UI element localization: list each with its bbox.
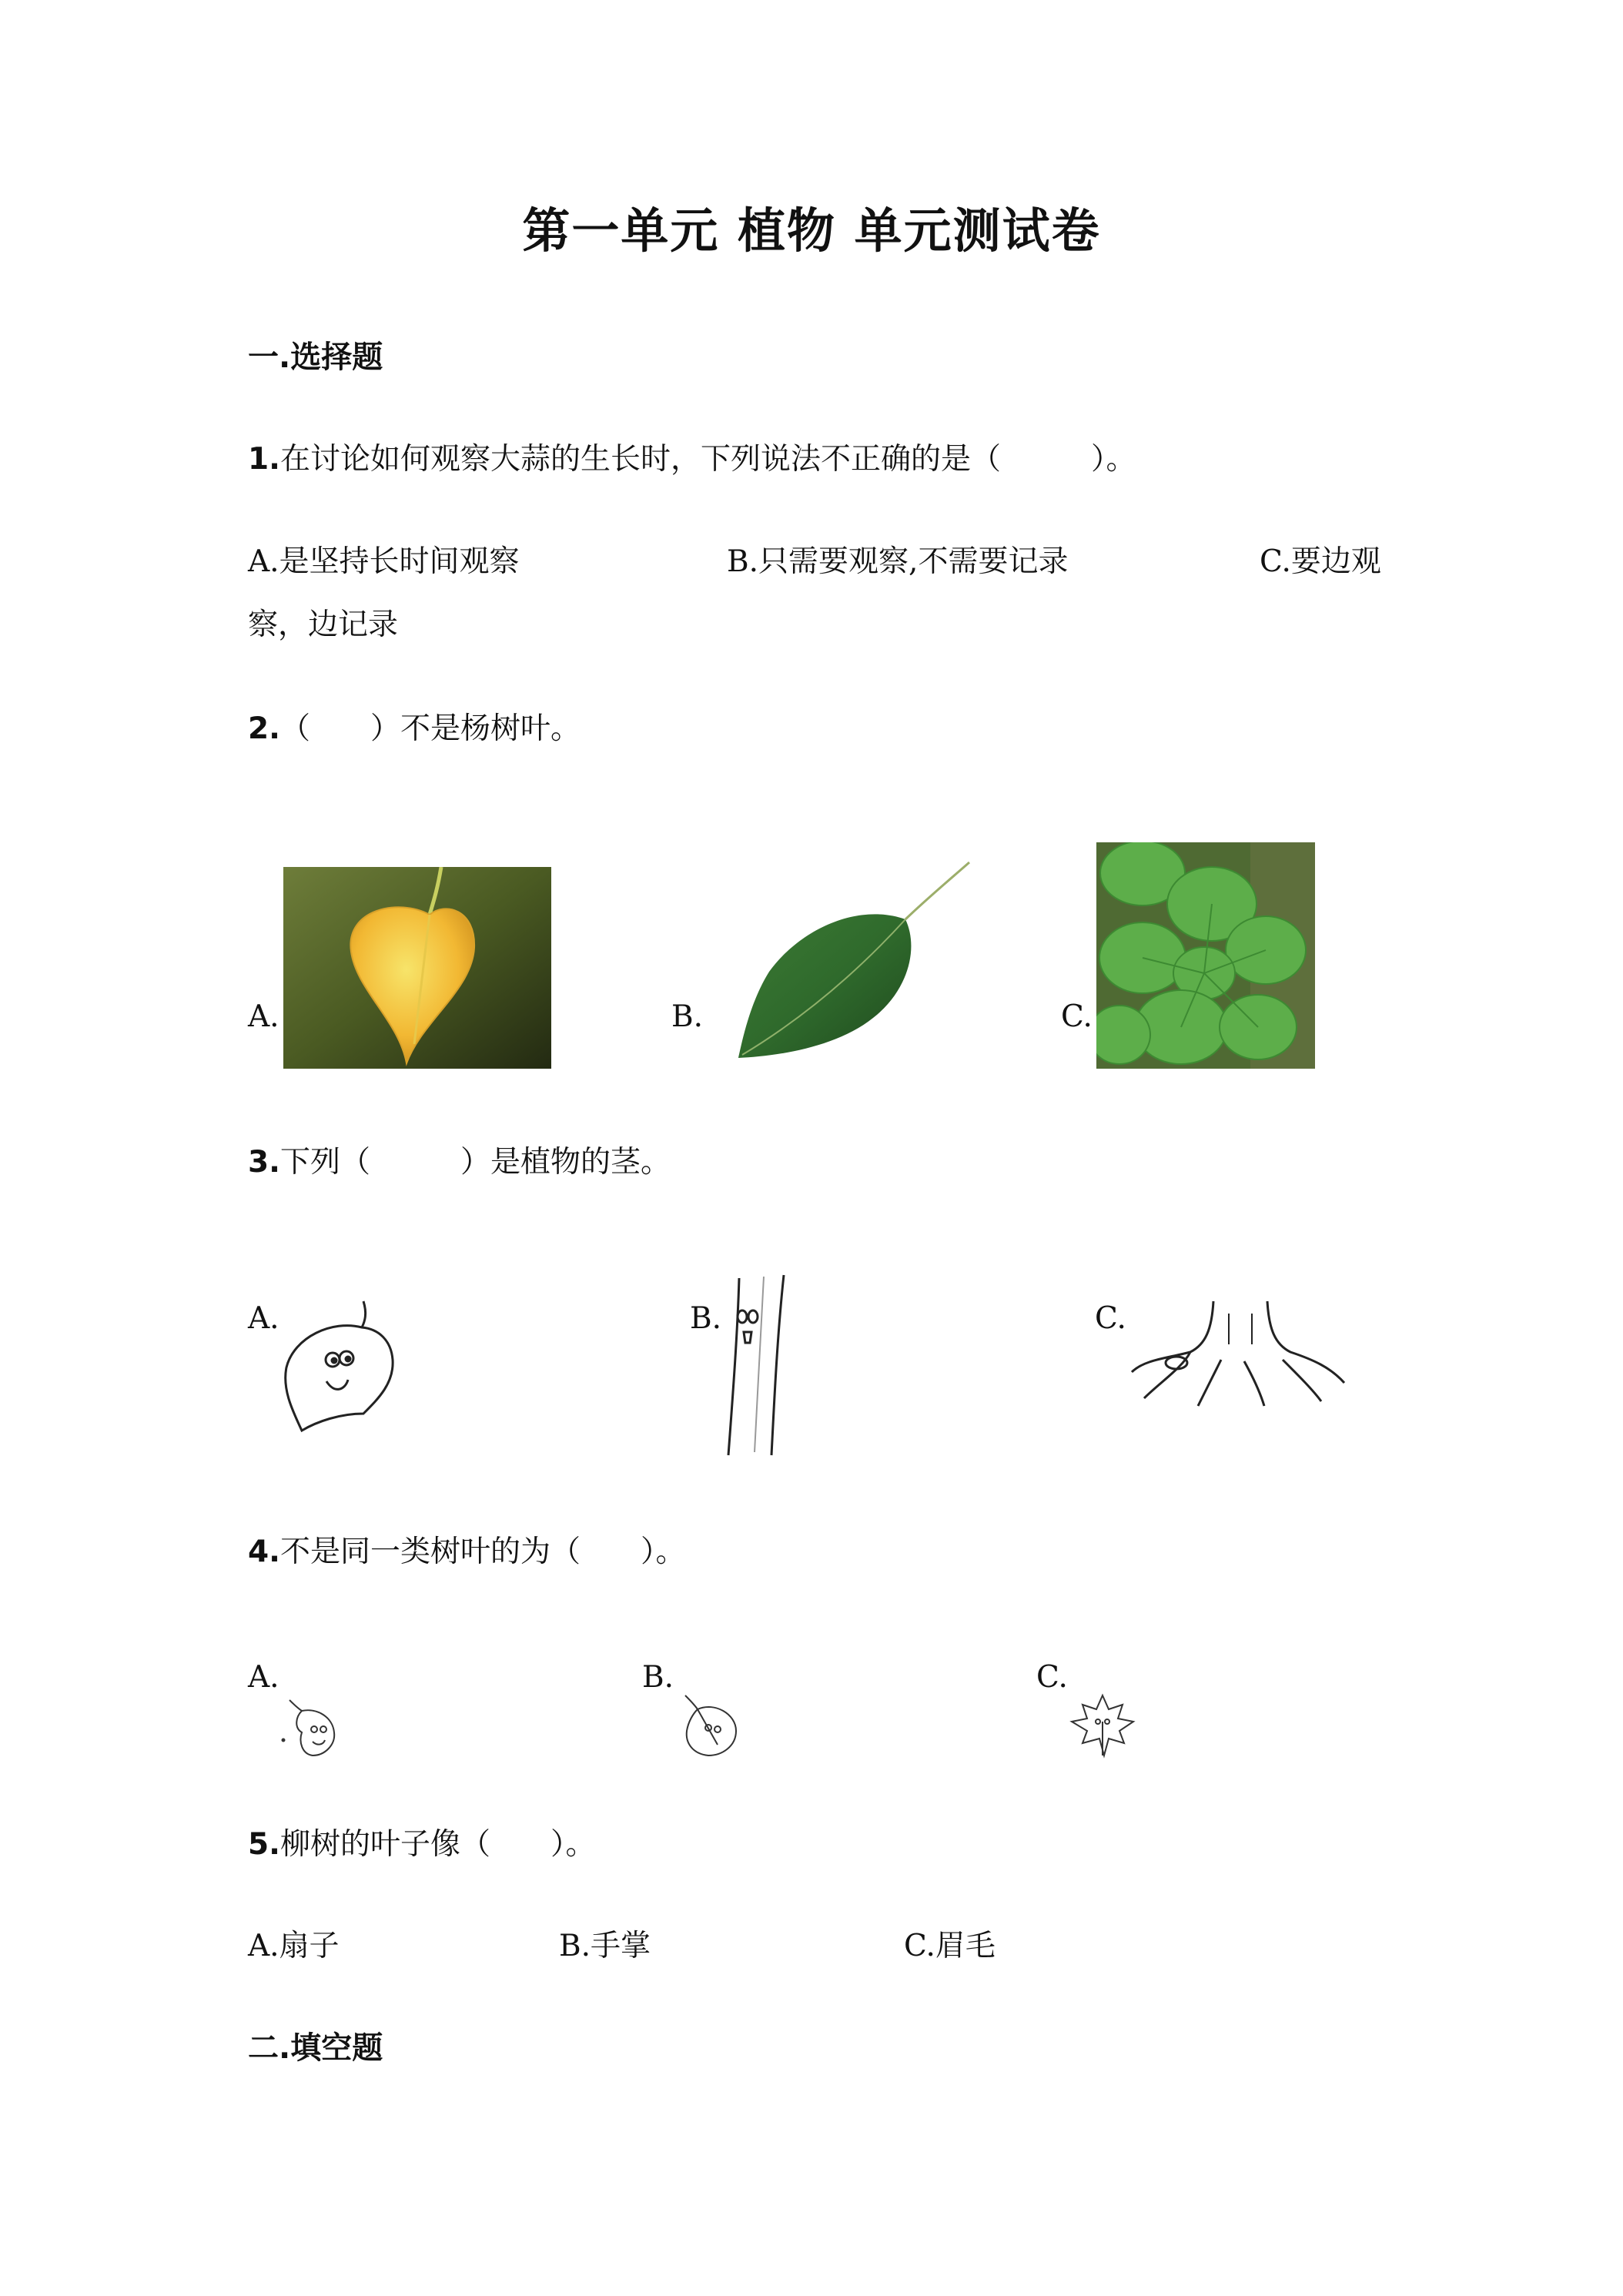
q3-option-b: B. [690,1301,722,1336]
q2-option-b: B. [671,999,704,1034]
tree-roots-drawing [1129,1298,1349,1411]
question-4 [248,1528,685,1571]
page-title: 第一单元 植物 单元测试卷 [522,202,1101,259]
question-text: 在讨论如何观察大蒜的生长时，下列说法不正确的是（ ）。 [279,442,1136,477]
q1-option-c: C.要边观 [1260,544,1381,579]
question-1 [248,435,1136,478]
yellow-poplar-leaf-photo [283,867,551,1069]
q2-option-c: C. [1061,999,1093,1034]
question-number: 5. [248,1827,280,1862]
section-heading-fill-blank: 二.填空题 [248,2030,383,2066]
question-number: 4. [248,1535,280,1569]
question-number: 3. [248,1145,280,1180]
question-number: 1. [248,442,280,477]
question-text: 柳树的叶子像（ ）。 [279,1827,596,1862]
small-leaf-drawing [279,1694,345,1760]
q1-option-a: A.是坚持长时间观察 [248,544,520,579]
q1-option-b: B.只需要观察,不需要记录 [727,544,1069,579]
q4-option-c: C. [1036,1660,1068,1695]
q5-option-a: A.扇子 [248,1929,340,1963]
q1-option-c-continued: 察，边记录 [248,607,399,642]
q3-option-c: C. [1095,1301,1126,1336]
q2-option-a: A. [248,999,279,1034]
question-text: 下列（ ）是植物的茎。 [279,1145,671,1180]
small-maple-leaf-drawing [1066,1691,1139,1760]
small-round-leaf-drawing [674,1691,744,1760]
green-leaf-cluster-photo [1096,842,1315,1069]
question-number: 2. [248,711,280,746]
question-text: （ ）不是杨树叶。 [279,711,581,746]
question-3 [248,1138,671,1181]
cartoon-stem-drawing [716,1270,801,1457]
question-2 [248,705,581,748]
q3-option-a: A. [248,1301,279,1336]
question-5 [248,1820,595,1863]
q4-option-b: B. [642,1660,674,1695]
cartoon-leaf-drawing [279,1298,402,1434]
section-heading-choice: 一.选择题 [248,340,383,375]
q5-option-b: B.手掌 [559,1929,651,1963]
q4-option-a: A. [248,1660,279,1695]
q5-option-c: C.眉毛 [904,1929,996,1963]
green-poplar-leaf-photo [727,856,973,1061]
question-text: 不是同一类树叶的为（ ）。 [279,1535,686,1569]
